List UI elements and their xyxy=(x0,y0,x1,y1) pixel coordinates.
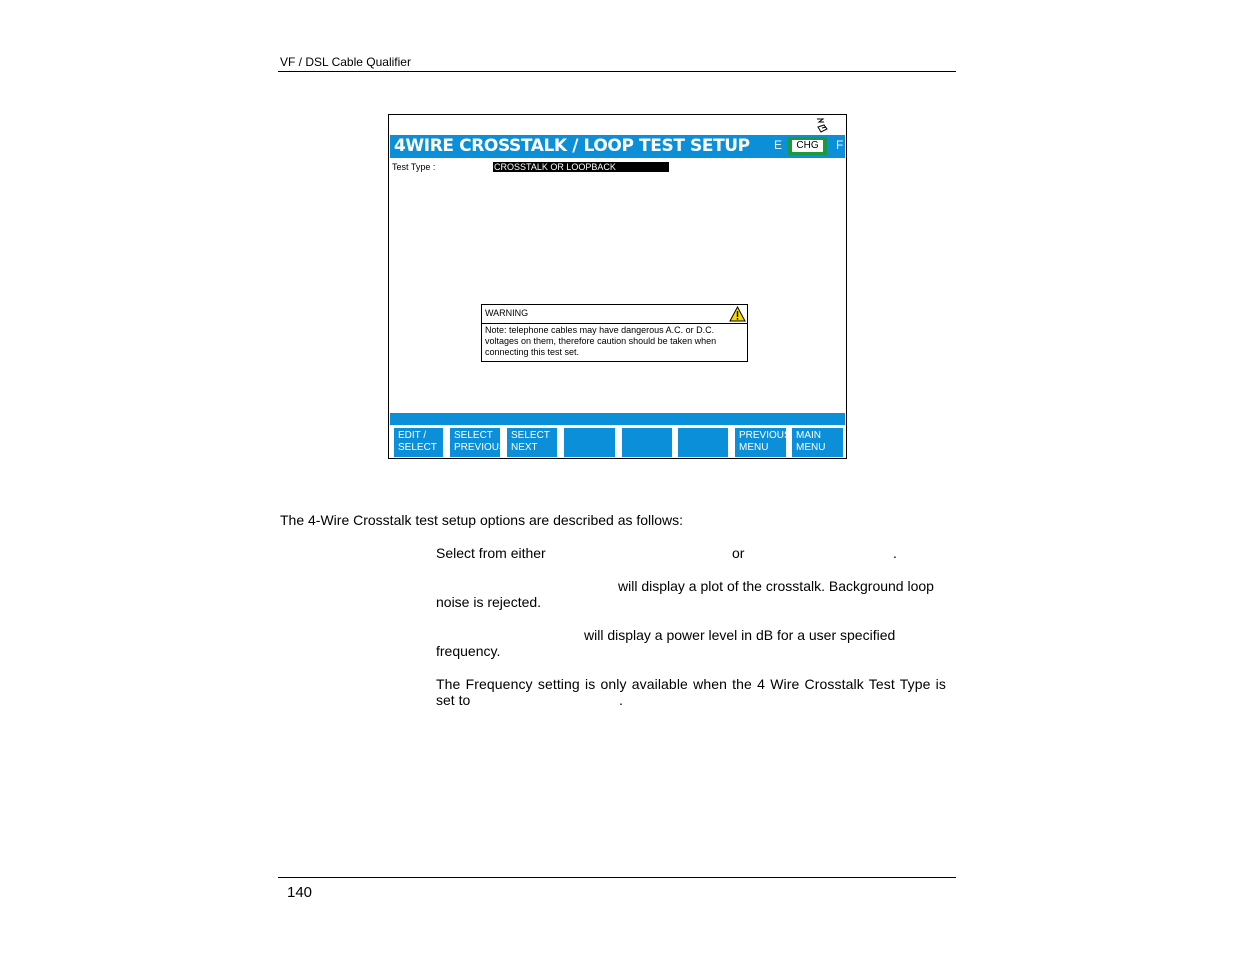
softkey-blank-4[interactable] xyxy=(564,428,615,457)
p2-line2: noise is rejected. xyxy=(436,594,542,610)
p2-line1: will display a plot of the crosstalk. Background loop xyxy=(618,578,934,594)
p1-period: . xyxy=(893,545,897,561)
softkey-label: PREVIOUS xyxy=(454,442,506,453)
warning-line-1: Note: telephone cables may have dangerous A.C. or D.C. xyxy=(485,325,715,335)
title-bar xyxy=(390,135,845,158)
softkey-label: MENU xyxy=(796,442,826,453)
p4-set-to: set to xyxy=(436,692,471,708)
softkey-label: MENU xyxy=(739,442,769,453)
warning-text xyxy=(485,325,747,358)
softkey-label: SELECT xyxy=(398,442,437,453)
running-header: VF / DSL Cable Qualifier xyxy=(280,55,411,69)
softkey-select-previous[interactable] xyxy=(450,428,506,457)
softkey-edit-select[interactable] xyxy=(394,428,443,457)
warning-title: WARNING xyxy=(485,308,529,318)
printer-icon xyxy=(814,117,830,135)
softkey-main-menu[interactable] xyxy=(792,428,843,457)
warning-box xyxy=(481,304,748,362)
warning-line-3: connecting this test set. xyxy=(485,347,580,357)
softkey-label: NEXT xyxy=(511,442,538,453)
device-screen xyxy=(388,114,847,459)
chg-indicator xyxy=(788,137,827,155)
softkey-previous-menu[interactable] xyxy=(735,428,791,457)
intro-text: The 4-Wire Crosstalk test setup options are described as follows: xyxy=(280,512,684,528)
p4-line1: The Frequency setting is only available when the 4 Wire Crosstalk Test Type is xyxy=(436,676,946,692)
status-bar xyxy=(390,413,845,425)
warning-header xyxy=(482,305,747,324)
softkey-blank-5[interactable] xyxy=(622,428,672,457)
p1-select-from: Select from either xyxy=(436,545,546,561)
p4-period: . xyxy=(619,692,623,708)
chg-label: CHG xyxy=(792,140,823,152)
indicator-e: E xyxy=(774,138,783,152)
page-number: 140 xyxy=(287,884,313,901)
softkey-label: PREVIOUS xyxy=(739,430,791,441)
p1-or: or xyxy=(732,545,745,561)
screen-title: 4WIRE CROSSTALK / LOOP TEST SETUP xyxy=(394,136,750,156)
softkey-label: SELECT xyxy=(454,430,493,441)
test-type-value[interactable]: CROSSTALK OR LOOPBACK xyxy=(493,162,669,172)
p3-line1: will display a power level in dB for a user specified xyxy=(584,627,896,643)
warning-line-2: voltages on them, therefore caution should be taken when xyxy=(485,336,717,346)
softkey-select-next[interactable] xyxy=(507,428,557,457)
test-type-label: Test Type : xyxy=(392,162,436,172)
softkey-label: SELECT xyxy=(511,430,550,441)
indicator-f: F xyxy=(836,138,844,152)
p3-line2: frequency. xyxy=(436,643,501,659)
softkey-label: MAIN xyxy=(796,430,821,441)
softkey-blank-6[interactable] xyxy=(678,428,728,457)
footer-rule xyxy=(278,877,956,878)
header-rule xyxy=(278,71,956,72)
warning-triangle-icon xyxy=(729,306,746,322)
softkey-label: EDIT / xyxy=(398,430,427,441)
